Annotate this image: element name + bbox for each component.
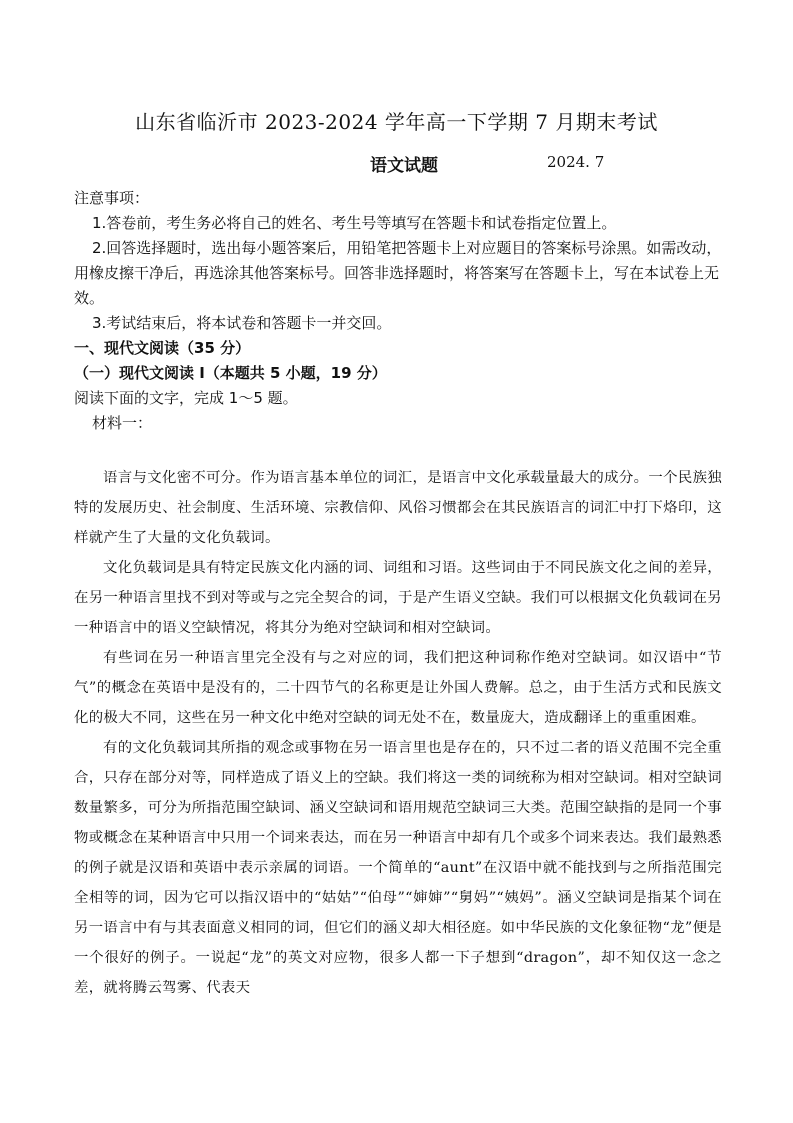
paragraph: 有的文化负载词其所指的观念或事物在另一语言里也是存在的，只不过二者的语义范围不完全重合，只存在部分对等，同样造成了语义上的空缺。我们将这一类的词统称为相对空缺词。相对空缺词数量繁多，可分为所指范围空缺词、涵义空缺词和语用规范空缺词三大类。范围空缺指的是同一个事物或概念在某种语言中只用一个词来表达，而在另一种语言中却有几个或多个词来表达。我们最熟悉的例子就是汉语和英语中表示亲属的词语。一个简单的“aunt”在汉语中就不能找到与之所指范围完全相等的词，因为它可以指汉语中的“姑姑”“伯母”“婶婶”“舅妈”“姨妈”。涵义空缺词是指某个词在另一语言中有与其表面意义相同的词，但它们的涵义却大相径庭。如中华民族的文化象征物“龙”便是一个很好的例子。一说起“龙”的英文对应物，很多人都一下子想到“dragon”，却不知仅这一念之差，就将腾云驾雾、代表天 [74, 740, 722, 996]
instructions-block [74, 186, 722, 436]
note-item-2: 2.回答选择题时，选出每小题答案后，用铅笔把答题卡上对应题目的答案标号涂黑。如需改动，用橡皮擦干净后，再选涂其他答案标号。回答非选择题时，将答案写在答题卡上，写在本试卷上无效。 [74, 239, 722, 307]
material-label: 材料一： [92, 414, 153, 432]
exam-subject: 语文试题 [370, 156, 438, 176]
subsection-title: （一）现代文阅读 I（本题共 5 小题，19 分） [74, 364, 387, 382]
reading-instruction: 阅读下面的文字，完成 1～5 题。 [74, 389, 298, 407]
paragraph: 有些词在另一种语言里完全没有与之对应的词，我们把这种词称作绝对空缺词。如汉语中“节气”的概念在英语中是没有的，二十四节气的名称更是让外国人费解。总之，由于生活方式和民族文化的极大不同，这些在另一种文化中绝对空缺的词无处不在，数量庞大，造成翻译上的重重困难。 [74, 650, 722, 726]
note-item-1: 1.答卷前，考生务必将自己的姓名、考生号等填写在答题卡和试卷指定位置上。 [92, 214, 617, 232]
exam-date: 2024. 7 [547, 153, 605, 171]
paragraph: 语言与文化密不可分。作为语言基本单位的词汇，是语言中文化承载量最大的成分。一个民族独特的发展历史、社会制度、生活环境、宗教信仰、风俗习惯都会在其民族语言的词汇中打下烙印，这样就产生了大量的文化负载词。 [74, 470, 722, 546]
paragraph: 文化负载词是具有特定民族文化内涵的词、词组和习语。这些词由于不同民族文化之间的差异，在另一种语言里找不到对等或与之完全契合的词，于是产生语义空缺。我们可以根据文化负载词在另一种语言中的语义空缺情况，将其分为绝对空缺词和相对空缺词。 [74, 560, 722, 636]
note-item-3: 3.考试结束后，将本试卷和答题卡一并交回。 [92, 314, 392, 332]
material-text [74, 463, 722, 1003]
exam-title: 山东省临沂市 2023-2024 学年高一下学期 7 月期末考试 [135, 110, 658, 134]
section-title: 一、现代文阅读（35 分） [74, 339, 251, 357]
notes-heading: 注意事项： [74, 189, 150, 207]
